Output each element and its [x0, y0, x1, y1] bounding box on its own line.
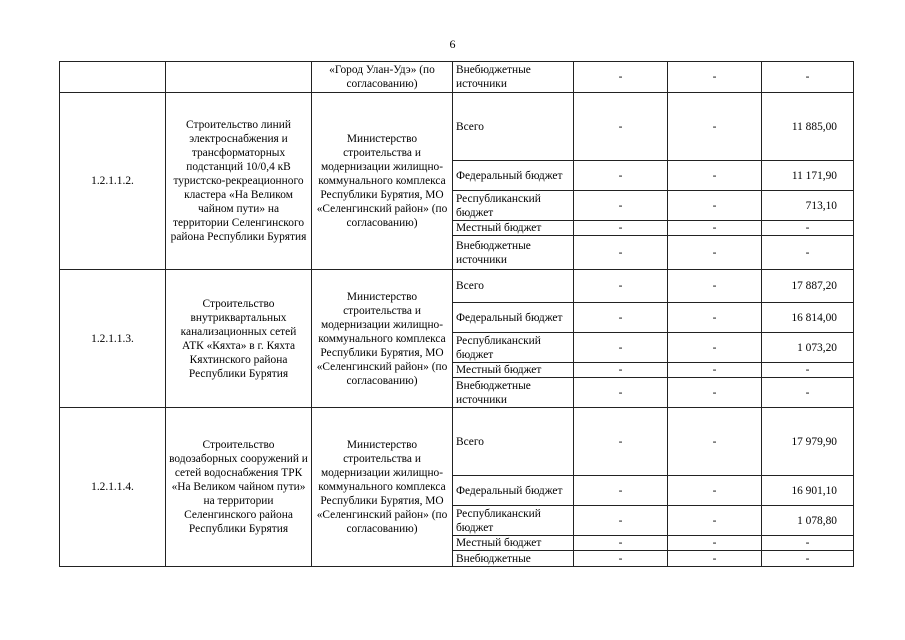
source-cell: Всего — [453, 270, 574, 303]
value-cell: - — [574, 161, 668, 191]
value-cell: - — [668, 551, 762, 567]
source-cell: Федеральный бюджет — [453, 161, 574, 191]
page-number: 6 — [449, 37, 456, 51]
source-cell: Республиканский бюджет — [453, 506, 574, 536]
value-cell: - — [668, 236, 762, 270]
source-cell: Республиканский бюджет — [453, 333, 574, 363]
value-cell: 16 901,10 — [762, 476, 854, 506]
source-cell: Федеральный бюджет — [453, 476, 574, 506]
value-cell: - — [574, 221, 668, 236]
object-cell: Строительство внутриквартальных канализационных сетей АТК «Кяхта» в г. Кяхта Кяхтинского района Республики Бурятия — [166, 270, 312, 408]
value-cell: - — [574, 270, 668, 303]
row-number — [60, 62, 166, 93]
table-row — [60, 93, 854, 161]
value-cell: - — [574, 62, 668, 93]
executor-cell: Министерство строительства и модернизации жилищно-коммунального комплекса Республики Бурятия, МО «Селенгинский район» (по согласованию) — [312, 270, 453, 408]
value-cell: - — [762, 221, 854, 236]
value-cell: - — [668, 506, 762, 536]
value-cell: 1 078,80 — [762, 506, 854, 536]
table-row — [60, 270, 854, 303]
value-cell: - — [668, 363, 762, 378]
executor-cell: Министерство строительства и модернизации жилищно-коммунального комплекса Республики Бурятия, МО «Селенгинский район» (по согласованию) — [312, 93, 453, 270]
table-row — [60, 408, 854, 476]
source-cell: Внебюджетные — [453, 551, 574, 567]
executor-cell: «Город Улан-Удэ» (по согласованию) — [312, 62, 453, 93]
value-cell: - — [574, 408, 668, 476]
value-cell: - — [574, 303, 668, 333]
value-cell: - — [762, 536, 854, 551]
value-cell: 713,10 — [762, 191, 854, 221]
value-cell: 16 814,00 — [762, 303, 854, 333]
source-cell: Всего — [453, 93, 574, 161]
value-cell: - — [574, 476, 668, 506]
source-cell: Всего — [453, 408, 574, 476]
value-cell: - — [668, 536, 762, 551]
value-cell: - — [574, 333, 668, 363]
value-cell: - — [574, 536, 668, 551]
funding-table — [59, 61, 854, 567]
value-cell: 11 885,00 — [762, 93, 854, 161]
value-cell: - — [762, 378, 854, 408]
value-cell: - — [574, 236, 668, 270]
value-cell: - — [762, 236, 854, 270]
value-cell: - — [668, 62, 762, 93]
value-cell: 17 887,20 — [762, 270, 854, 303]
value-cell: - — [668, 408, 762, 476]
value-cell: - — [668, 303, 762, 333]
value-cell: - — [574, 363, 668, 378]
source-cell: Местный бюджет — [453, 363, 574, 378]
value-cell: - — [574, 551, 668, 567]
value-cell: - — [574, 378, 668, 408]
source-cell: Местный бюджет — [453, 221, 574, 236]
source-cell: Внебюджетные источники — [453, 62, 574, 93]
source-cell: Местный бюджет — [453, 536, 574, 551]
source-cell: Внебюджетные источники — [453, 378, 574, 408]
source-cell: Внебюджетные источники — [453, 236, 574, 270]
row-number: 1.2.1.1.2. — [60, 93, 166, 270]
value-cell: - — [668, 191, 762, 221]
value-cell: - — [668, 161, 762, 191]
object-cell: Строительство линий электроснабжения и трансформаторных подстанций 10/0,4 кВ туристско-рекреационного кластера «На Великом чайном пути» на территории Селенгинского района Республики Бурятия — [166, 93, 312, 270]
value-cell: - — [574, 506, 668, 536]
value-cell: 17 979,90 — [762, 408, 854, 476]
value-cell: 1 073,20 — [762, 333, 854, 363]
value-cell: - — [574, 191, 668, 221]
value-cell: - — [668, 476, 762, 506]
value-cell: - — [574, 93, 668, 161]
table-row — [60, 62, 854, 93]
executor-cell: Министерство строительства и модернизации жилищно-коммунального комплекса Республики Бурятия, МО «Селенгинский район» (по согласованию) — [312, 408, 453, 567]
value-cell: 11 171,90 — [762, 161, 854, 191]
row-number: 1.2.1.1.3. — [60, 270, 166, 408]
row-number: 1.2.1.1.4. — [60, 408, 166, 567]
value-cell: - — [762, 363, 854, 378]
source-cell: Федеральный бюджет — [453, 303, 574, 333]
value-cell: - — [668, 221, 762, 236]
value-cell: - — [668, 378, 762, 408]
source-cell: Республиканский бюджет — [453, 191, 574, 221]
value-cell: - — [668, 333, 762, 363]
value-cell: - — [762, 551, 854, 567]
value-cell: - — [668, 270, 762, 303]
object-cell: Строительство водозаборных сооружений и сетей водоснабжения ТРК «На Великом чайном пути» на территории Селенгинского района Республики Бурятия — [166, 408, 312, 567]
value-cell: - — [668, 93, 762, 161]
object-cell — [166, 62, 312, 93]
value-cell: - — [762, 62, 854, 93]
